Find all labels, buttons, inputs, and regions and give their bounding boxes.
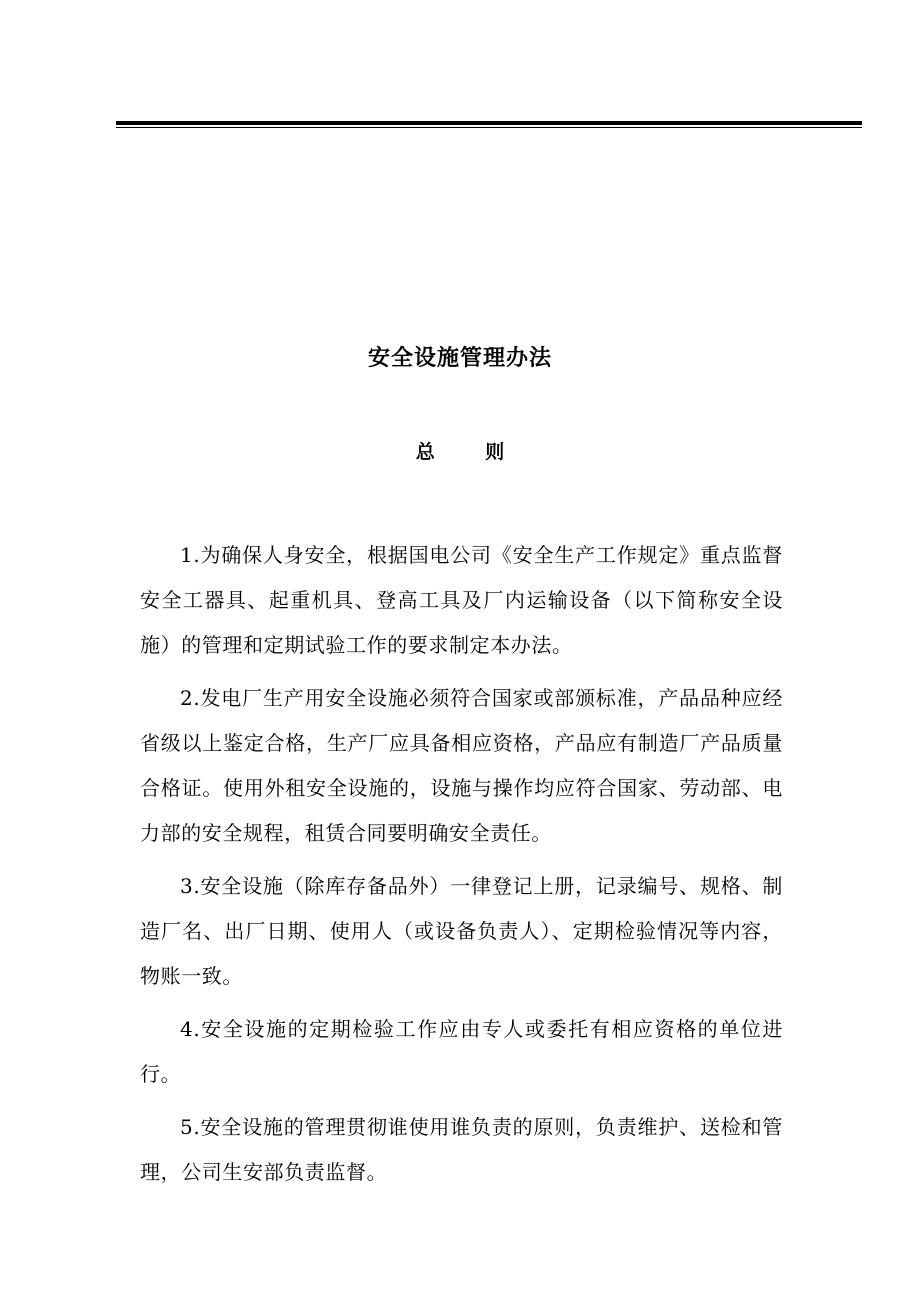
header-double-rule	[116, 121, 862, 129]
paragraph-1: 1.为确保人身安全，根据国电公司《安全生产工作规定》重点监督安全工器具、起重机具、登高工具及厂内运输设备（以下简称安全设施）的管理和定期试验工作的要求制定本办法。	[140, 543, 783, 657]
paragraph-4: 4.安全设施的定期检验工作应由专人或委托有相应资格的单位进行。	[140, 1017, 783, 1086]
section-title: 总 则	[415, 441, 527, 463]
paragraph-3: 3.安全设施（除库存备品外）一律登记上册，记录编号、规格、制造厂名、出厂日期、使用人（或设备负责人）、定期检验情况等内容，物账一致。	[140, 874, 783, 988]
header-rule-thin	[116, 127, 862, 128]
paragraph-2: 2.发电厂生产用安全设施必须符合国家或部颁标准，产品品种应经省级以上鉴定合格，生产厂应具备相应资格，产品应有制造厂产品质量合格证。使用外租安全设施的，设施与操作均应符合国家、劳动部、电力部的安全规程，租赁合同要明确安全责任。	[140, 686, 783, 845]
document-body	[140, 533, 783, 1203]
paragraph-5: 5.安全设施的管理贯彻谁使用谁负责的原则，负责维护、送检和管理，公司生安部负责监督。	[140, 1115, 783, 1184]
header-rule-thick	[116, 121, 862, 125]
document-title: 安全设施管理办法	[367, 345, 552, 371]
